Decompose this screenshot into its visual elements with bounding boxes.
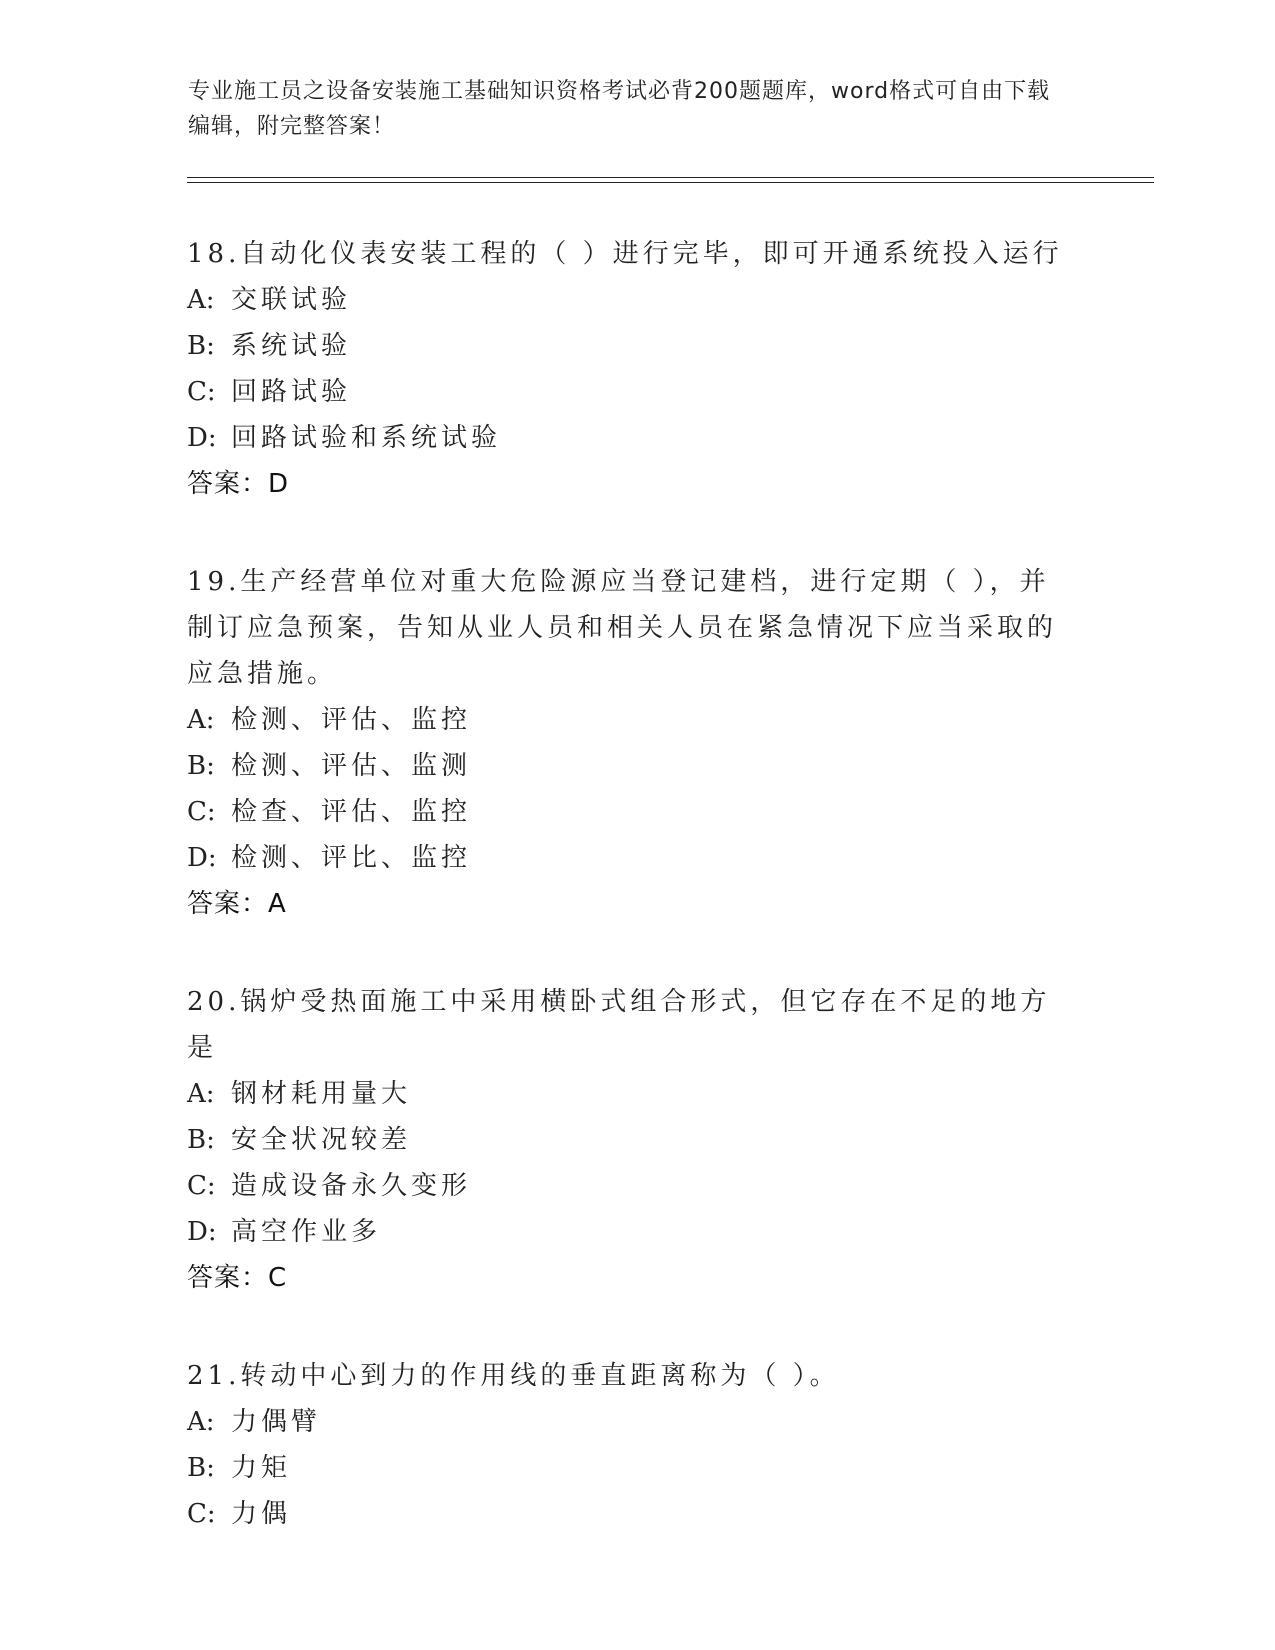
answer-option <box>187 1071 1077 1117</box>
answer-option <box>187 1445 1077 1491</box>
option-letter: B: <box>187 1453 215 1483</box>
question-block <box>187 979 1077 1301</box>
option-text: 钢材耗用量大 <box>231 1079 412 1109</box>
option-letter: A: <box>187 705 215 735</box>
option-text: 交联试验 <box>231 285 352 315</box>
answer-option <box>187 1117 1077 1163</box>
answer-option <box>187 415 1077 461</box>
question-stem: 20.锅炉受热面施工中采用横卧式组合形式，但它存在不足的地方是 <box>187 987 1051 1063</box>
option-letter: C: <box>187 797 216 827</box>
option-text: 检测、评估、监控 <box>231 705 472 735</box>
answer-option <box>187 1163 1077 1209</box>
option-letter: A: <box>187 285 215 315</box>
question-stem: 18.自动化仪表安装工程的（ ）进行完毕，即可开通系统投入运行 <box>187 239 1063 269</box>
answer-option <box>187 743 1077 789</box>
answer-option <box>187 1209 1077 1255</box>
option-letter: A: <box>187 1407 215 1437</box>
option-text: 高空作业多 <box>231 1217 382 1247</box>
option-letter: B: <box>187 751 215 781</box>
question-block <box>187 1353 1077 1537</box>
question-stem: 19.生产经营单位对重大危险源应当登记建档，进行定期（ ），并制订应急预案，告知从业人员和相关人员在紧急情况下应当采取的应急措施。 <box>187 567 1058 689</box>
option-letter: A: <box>187 1079 215 1109</box>
document-header: 专业施工员之设备安装施工基础知识资格考试必背200题题库，word格式可自由下载编辑，附完整答案！ <box>188 79 1051 139</box>
answer-option <box>187 697 1077 743</box>
question-block <box>187 231 1077 507</box>
option-letter: C: <box>187 1171 216 1201</box>
header-rule-bottom <box>187 182 1154 183</box>
option-letter: B: <box>187 331 215 361</box>
option-letter: D: <box>187 843 217 873</box>
answer-option <box>187 1399 1077 1445</box>
option-text: 力偶 <box>231 1499 292 1529</box>
option-letter: C: <box>187 1499 216 1529</box>
option-text: 检测、评比、监控 <box>231 843 472 873</box>
option-letter: D: <box>187 1217 217 1247</box>
option-letter: C: <box>187 377 216 407</box>
option-text: 安全状况较差 <box>231 1125 412 1155</box>
option-text: 力偶臂 <box>231 1407 322 1437</box>
answer-option <box>187 369 1077 415</box>
question-list <box>187 231 1077 1589</box>
option-text: 力矩 <box>231 1453 292 1483</box>
answer-option <box>187 835 1077 881</box>
answer-key: 答案：A <box>187 889 287 919</box>
option-text: 系统试验 <box>231 331 352 361</box>
answer-key: 答案：D <box>187 469 290 499</box>
answer-option <box>187 277 1077 323</box>
option-text: 造成设备永久变形 <box>231 1171 472 1201</box>
answer-option <box>187 323 1077 369</box>
option-letter: D: <box>187 423 217 453</box>
option-text: 检测、评估、监测 <box>231 751 472 781</box>
option-letter: B: <box>187 1125 215 1155</box>
answer-option <box>187 1491 1077 1537</box>
answer-option <box>187 789 1077 835</box>
question-block <box>187 559 1077 927</box>
option-text: 回路试验和系统试验 <box>231 423 502 453</box>
header-rule-top <box>187 177 1154 178</box>
answer-key: 答案：C <box>187 1263 288 1293</box>
option-text: 检查、评估、监控 <box>231 797 472 827</box>
question-stem: 21.转动中心到力的作用线的垂直距离称为（ ）。 <box>187 1361 840 1391</box>
option-text: 回路试验 <box>231 377 352 407</box>
